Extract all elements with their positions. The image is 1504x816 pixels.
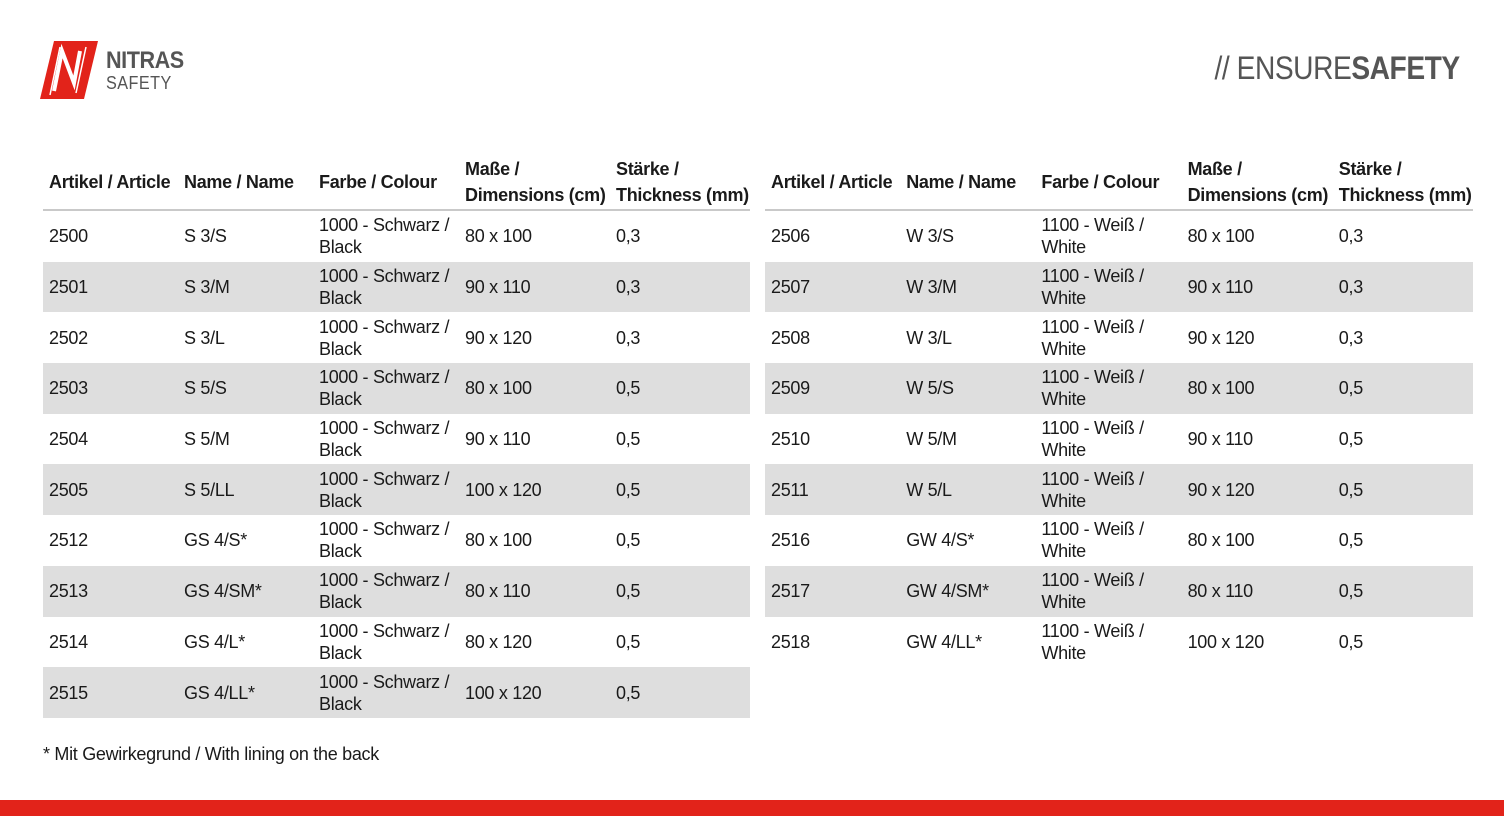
- cell-dimensions: 90 x 120: [1187, 327, 1255, 348]
- cell-name: W 5/L: [900, 464, 1035, 515]
- cell-colour-line2: White: [1041, 288, 1086, 309]
- cell-colour: [1035, 414, 1181, 465]
- cell-colour-line1: 1100 - Weiß /: [1041, 468, 1144, 489]
- cell-colour-line2: White: [1041, 592, 1086, 613]
- cell-dimensions: 100 x 120: [459, 667, 610, 718]
- cell-dimensions: 80 x 120: [465, 631, 532, 652]
- cell-thickness: 0,3: [1338, 226, 1363, 247]
- cell-dimensions: 80 x 110: [459, 566, 610, 617]
- table-header-row: [765, 155, 1473, 210]
- header-dimensions-line2: Dimensions (cm): [1187, 185, 1329, 205]
- product-rows-right: [765, 210, 1473, 667]
- cell-article: 2501: [43, 262, 178, 313]
- cell-colour-line2: Black: [319, 237, 362, 258]
- cell-thickness: 0,3: [616, 327, 641, 348]
- cell-name: GW 4/LL*: [906, 631, 982, 652]
- cell-dimensions: 80 x 100: [465, 530, 532, 551]
- product-rows-left: [43, 210, 750, 718]
- cell-dimensions: 80 x 110: [1182, 566, 1333, 617]
- cell-article: 2512: [49, 530, 88, 551]
- cell-thickness: 0,3: [616, 226, 641, 247]
- cell-colour-line2: Black: [319, 541, 362, 562]
- cell-dimensions: 90 x 120: [1182, 464, 1333, 515]
- cell-colour-line2: White: [1041, 440, 1086, 461]
- cell-dimensions: 80 x 100: [459, 363, 610, 414]
- cell-colour: [1035, 210, 1181, 262]
- cell-colour-line1: 1100 - Weiß /: [1041, 620, 1144, 641]
- cell-colour: [1035, 566, 1181, 617]
- bottom-accent-bar: [0, 800, 1504, 816]
- table-row: [765, 464, 1473, 515]
- table-row: [43, 566, 750, 617]
- cell-colour: [1035, 312, 1181, 363]
- cell-colour-line1: 1000 - Schwarz /: [319, 418, 450, 439]
- cell-thickness: 0,3: [1333, 262, 1473, 313]
- cell-colour-line1: 1000 - Schwarz /: [319, 316, 450, 337]
- cell-thickness: 0,5: [616, 631, 641, 652]
- cell-colour-line1: 1100 - Weiß /: [1041, 316, 1144, 337]
- table-row: [43, 414, 750, 465]
- cell-colour-line1: 1100 - Weiß /: [1041, 266, 1144, 287]
- cell-colour: [1035, 617, 1181, 668]
- table-row: [43, 515, 750, 566]
- cell-dimensions: 90 x 110: [1182, 262, 1333, 313]
- header-article: Artikel / Article: [765, 155, 900, 210]
- cell-article: 2514: [49, 631, 88, 652]
- cell-colour-line1: 1000 - Schwarz /: [319, 519, 450, 540]
- cell-thickness: 0,5: [1333, 363, 1473, 414]
- cell-thickness: 0,5: [1333, 566, 1473, 617]
- header-thickness-line1: Stärke /: [1338, 159, 1402, 179]
- cell-article: 2508: [771, 327, 810, 348]
- cell-dimensions: 90 x 110: [1187, 429, 1253, 450]
- cell-name: W 5/M: [906, 429, 957, 450]
- cell-colour-line1: 1000 - Schwarz /: [319, 671, 450, 692]
- header-article: Artikel / Article: [43, 155, 178, 210]
- cell-dimensions: 90 x 110: [459, 262, 610, 313]
- cell-article: 2510: [771, 429, 810, 450]
- cell-colour-line2: White: [1041, 541, 1086, 562]
- cell-colour: [313, 210, 459, 262]
- cell-name: GS 4/SM*: [178, 566, 313, 617]
- table-row: [43, 210, 750, 262]
- cell-thickness: 0,3: [1338, 327, 1363, 348]
- cell-colour: [1035, 363, 1181, 414]
- cell-article: 2509: [765, 363, 900, 414]
- header-dimensions: [1182, 155, 1333, 210]
- cell-colour-line1: 1100 - Weiß /: [1041, 367, 1144, 388]
- cell-colour: [313, 312, 459, 363]
- cell-article: 2504: [49, 429, 88, 450]
- cell-colour-line1: 1000 - Schwarz /: [319, 570, 450, 591]
- table-row: [765, 210, 1473, 262]
- cell-name: GS 4/LL*: [178, 667, 313, 718]
- cell-colour-line1: 1000 - Schwarz /: [319, 215, 450, 236]
- cell-colour-line2: Black: [319, 440, 362, 461]
- cell-colour-line2: White: [1041, 389, 1086, 410]
- cell-colour-line1: 1000 - Schwarz /: [319, 468, 450, 489]
- cell-colour: [313, 414, 459, 465]
- cell-colour-line2: Black: [319, 592, 362, 613]
- table-row: [765, 262, 1473, 313]
- table-row: [43, 363, 750, 414]
- cell-colour-line1: 1000 - Schwarz /: [319, 367, 450, 388]
- table-row: [765, 312, 1473, 363]
- cell-colour-line2: Black: [319, 338, 362, 359]
- table-header-row: [43, 155, 750, 210]
- cell-article: 2506: [771, 226, 810, 247]
- cell-name: S 3/L: [184, 327, 225, 348]
- cell-article: 2516: [771, 530, 810, 551]
- cell-thickness: 0,5: [616, 429, 641, 450]
- cell-thickness: 0,5: [1338, 429, 1363, 450]
- cell-name: S 5/S: [178, 363, 313, 414]
- cell-article: 2502: [49, 327, 88, 348]
- header-colour: Farbe / Colour: [313, 155, 459, 210]
- table-row: [765, 617, 1473, 668]
- cell-colour-line1: 1100 - Weiß /: [1041, 570, 1144, 591]
- cell-thickness: 0,3: [610, 262, 750, 313]
- cell-thickness: 0,5: [610, 464, 750, 515]
- cell-article: 2517: [765, 566, 900, 617]
- cell-colour-line1: 1100 - Weiß /: [1041, 418, 1144, 439]
- cell-article: 2518: [771, 631, 810, 652]
- cell-thickness: 0,5: [1333, 464, 1473, 515]
- cell-article: 2503: [43, 363, 178, 414]
- cell-colour-line2: White: [1041, 490, 1086, 511]
- cell-colour: [1035, 464, 1181, 515]
- header-dimensions-line2: Dimensions (cm): [465, 185, 606, 205]
- cell-name: GW 4/S*: [906, 530, 975, 551]
- nitras-safety-logo: [40, 40, 192, 100]
- slogan: [1215, 50, 1460, 87]
- brand-sub: SAFETY: [106, 72, 172, 93]
- header-dimensions-line1: Maße /: [1187, 159, 1242, 179]
- cell-name: GW 4/SM*: [900, 566, 1035, 617]
- cell-dimensions: 80 x 100: [1187, 530, 1255, 551]
- cell-colour-line1: 1100 - Weiß /: [1041, 519, 1144, 540]
- cell-colour-line1: 1000 - Schwarz /: [319, 620, 450, 641]
- cell-colour-line2: White: [1041, 237, 1086, 258]
- cell-name: S 3/M: [178, 262, 313, 313]
- cell-dimensions: 90 x 120: [465, 327, 532, 348]
- table-row: [43, 262, 750, 313]
- cell-colour-line2: White: [1041, 642, 1086, 663]
- cell-name: W 5/S: [900, 363, 1035, 414]
- table-row: [43, 617, 750, 668]
- cell-name: W 3/L: [906, 327, 952, 348]
- table-row: [43, 312, 750, 363]
- cell-article: 2500: [49, 226, 88, 247]
- cell-thickness: 0,5: [610, 363, 750, 414]
- cell-article: 2515: [43, 667, 178, 718]
- table-row: [765, 414, 1473, 465]
- cell-dimensions: 100 x 120: [1187, 631, 1264, 652]
- header-name: Name / Name: [900, 155, 1035, 210]
- cell-colour: [313, 464, 459, 515]
- cell-colour-line2: Black: [319, 389, 362, 410]
- table-row: [765, 515, 1473, 566]
- table-row: [765, 566, 1473, 617]
- table-row: [765, 363, 1473, 414]
- nitras-logo-mark-icon: [40, 41, 102, 99]
- cell-thickness: 0,5: [610, 667, 750, 718]
- header-dimensions: [459, 155, 610, 210]
- cell-colour: [313, 617, 459, 668]
- cell-name: S 5/M: [184, 429, 230, 450]
- cell-colour-line2: Black: [319, 642, 362, 663]
- cell-thickness: 0,5: [616, 530, 641, 551]
- cell-name: GS 4/S*: [184, 530, 247, 551]
- cell-name: W 3/M: [900, 262, 1035, 313]
- cell-dimensions: 100 x 120: [459, 464, 610, 515]
- cell-name: S 5/LL: [178, 464, 313, 515]
- header-thickness-line2: Thickness (mm): [1338, 185, 1472, 205]
- cell-colour-line1: 1000 - Schwarz /: [319, 266, 450, 287]
- slogan-prefix: // ENSURE: [1214, 50, 1352, 86]
- cell-colour: [313, 566, 459, 617]
- header-colour: Farbe / Colour: [1035, 155, 1181, 210]
- cell-colour-line2: Black: [319, 693, 362, 714]
- header-dimensions-line1: Maße /: [465, 159, 520, 179]
- cell-thickness: 0,5: [610, 566, 750, 617]
- cell-colour: [1035, 262, 1181, 313]
- product-table-black: [43, 155, 750, 718]
- cell-dimensions: 90 x 110: [465, 429, 531, 450]
- cell-colour: [313, 667, 459, 718]
- cell-article: 2513: [43, 566, 178, 617]
- footnote: * Mit Gewirkegrund / With lining on the back: [43, 744, 379, 764]
- cell-colour-line2: Black: [319, 490, 362, 511]
- product-table-white: [765, 155, 1473, 667]
- table-row: [43, 667, 750, 718]
- cell-colour: [1035, 515, 1181, 566]
- brand-name: NITRAS: [106, 46, 184, 74]
- table-row: [43, 464, 750, 515]
- logo-wordmark: [106, 46, 192, 93]
- cell-article: 2505: [43, 464, 178, 515]
- cell-thickness: 0,5: [1338, 631, 1363, 652]
- header-thickness-line1: Stärke /: [616, 159, 679, 179]
- header-thickness: [1333, 155, 1473, 210]
- cell-dimensions: 80 x 100: [1182, 363, 1333, 414]
- header-name: Name / Name: [178, 155, 313, 210]
- cell-name: W 3/S: [906, 226, 954, 247]
- cell-colour-line1: 1100 - Weiß /: [1041, 215, 1144, 236]
- cell-colour: [313, 363, 459, 414]
- cell-colour-line2: White: [1041, 338, 1086, 359]
- cell-name: S 3/S: [184, 226, 227, 247]
- header-thickness: [610, 155, 750, 210]
- cell-article: 2511: [765, 464, 900, 515]
- cell-dimensions: 80 x 100: [465, 226, 532, 247]
- cell-article: 2507: [765, 262, 900, 313]
- cell-name: GS 4/L*: [184, 631, 245, 652]
- cell-colour: [313, 262, 459, 313]
- cell-thickness: 0,5: [1338, 530, 1363, 551]
- slogan-strong: SAFETY: [1351, 50, 1460, 86]
- cell-colour-line2: Black: [319, 288, 362, 309]
- cell-colour: [313, 515, 459, 566]
- header-thickness-line2: Thickness (mm): [616, 185, 749, 205]
- cell-dimensions: 80 x 100: [1187, 226, 1255, 247]
